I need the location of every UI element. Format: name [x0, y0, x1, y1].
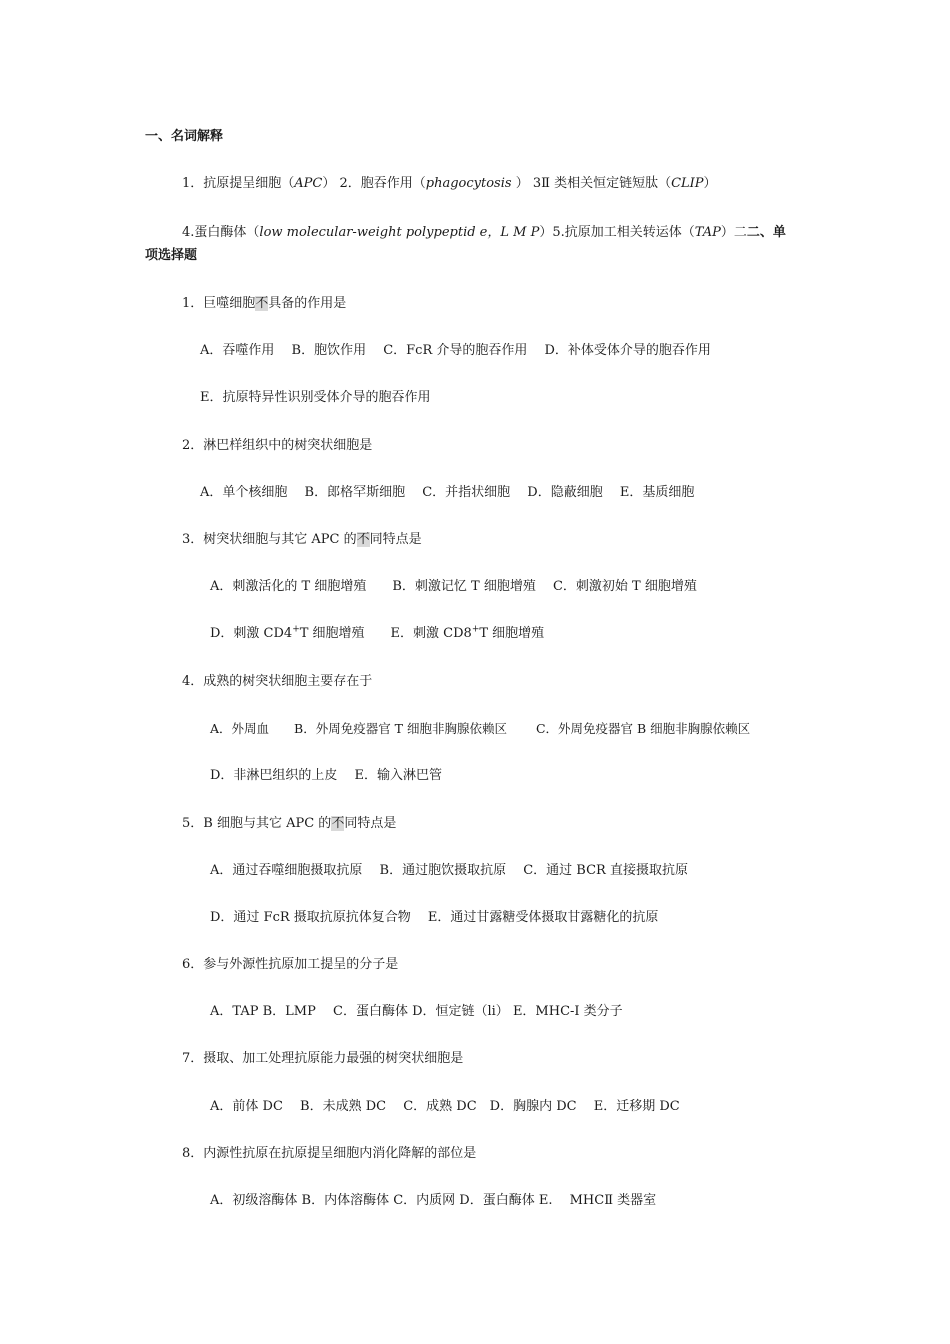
- question-8-options-row-1: A．初级溶酶体 B．内体溶酶体 C．内质网 D．蛋白酶体 E. MHCⅡ 类器室: [210, 1193, 657, 1208]
- question-6-options-row-1: A．TAP B．LMP C．蛋白酶体 D．恒定链（li） E．MHC-I 类分子: [210, 1004, 623, 1019]
- question-3-options-row-2: D．刺激 CD4+T 细胞增殖 E．刺激 CD8+T 细胞增殖: [210, 624, 545, 641]
- question-7-stem: 7．摄取、加工处理抗原能力最强的树突状细胞是: [182, 1051, 464, 1066]
- question-1-stem: 1．巨噬细胞不具备的作用是: [182, 296, 347, 311]
- question-5-options-row-2: D．通过 FcR 摄取抗原抗体复合物 E．通过甘露糖受体摄取甘露糖化的抗原: [210, 910, 659, 925]
- question-7-options-row-1: A．前体 DC B．未成熟 DC C．成熟 DC D．胸腺内 DC E．迁移期 DC: [210, 1099, 680, 1114]
- question-5-stem: 5．B 细胞与其它 APC 的不同特点是: [182, 816, 397, 831]
- definition-line-1: 1．抗原提呈细胞（APC） 2．胞吞作用（phagocytosis ） 3Ⅱ 类相关恒定链短肽（CLIP）: [182, 176, 717, 191]
- question-1-options-row-1: A．吞噬作用 B．胞饮作用 C．FcR 介导的胞吞作用 D．补体受体介导的胞吞作用: [200, 343, 711, 358]
- question-4-stem: 4．成熟的树突状细胞主要存在于: [182, 674, 373, 689]
- question-5-options-row-1: A．通过吞噬细胞摄取抗原 B．通过胞饮摄取抗原 C．通过 BCR 直接摄取抗原: [210, 863, 688, 878]
- question-2-stem: 2．淋巴样组织中的树突状细胞是: [182, 438, 373, 453]
- definition-line-2: 4.蛋白酶体（low molecular-weight polypeptid e，L M P）5.抗原加工相关转运体（TAP）二二、单: [182, 225, 786, 240]
- section-title-single-choice: 项选择题: [145, 248, 198, 263]
- question-4-options-row-1: A．外周血 B．外周免疫器官 T 细胞非胸腺依赖区 C．外周免疫器官 B 细胞非胸腺依赖区: [210, 721, 751, 736]
- question-8-stem: 8．内源性抗原在抗原提呈细胞内消化降解的部位是: [182, 1146, 477, 1161]
- question-3-options-row-1: A．刺激活化的 T 细胞增殖 B．刺激记忆 T 细胞增殖 C．刺激初始 T 细胞增殖: [210, 579, 697, 594]
- question-4-options-row-2: D．非淋巴组织的上皮 E．输入淋巴管: [210, 768, 443, 783]
- question-1-options-row-2: E．抗原特异性识别受体介导的胞吞作用: [200, 390, 431, 405]
- section-title-definitions: 一、名词解释: [145, 129, 224, 144]
- question-3-stem: 3．树突状细胞与其它 APC 的不同特点是: [182, 532, 422, 547]
- question-6-stem: 6．参与外源性抗原加工提呈的分子是: [182, 957, 399, 972]
- question-2-options-row-1: A．单个核细胞 B．郎格罕斯细胞 C．并指状细胞 D．隐蔽细胞 E．基质细胞: [200, 485, 695, 500]
